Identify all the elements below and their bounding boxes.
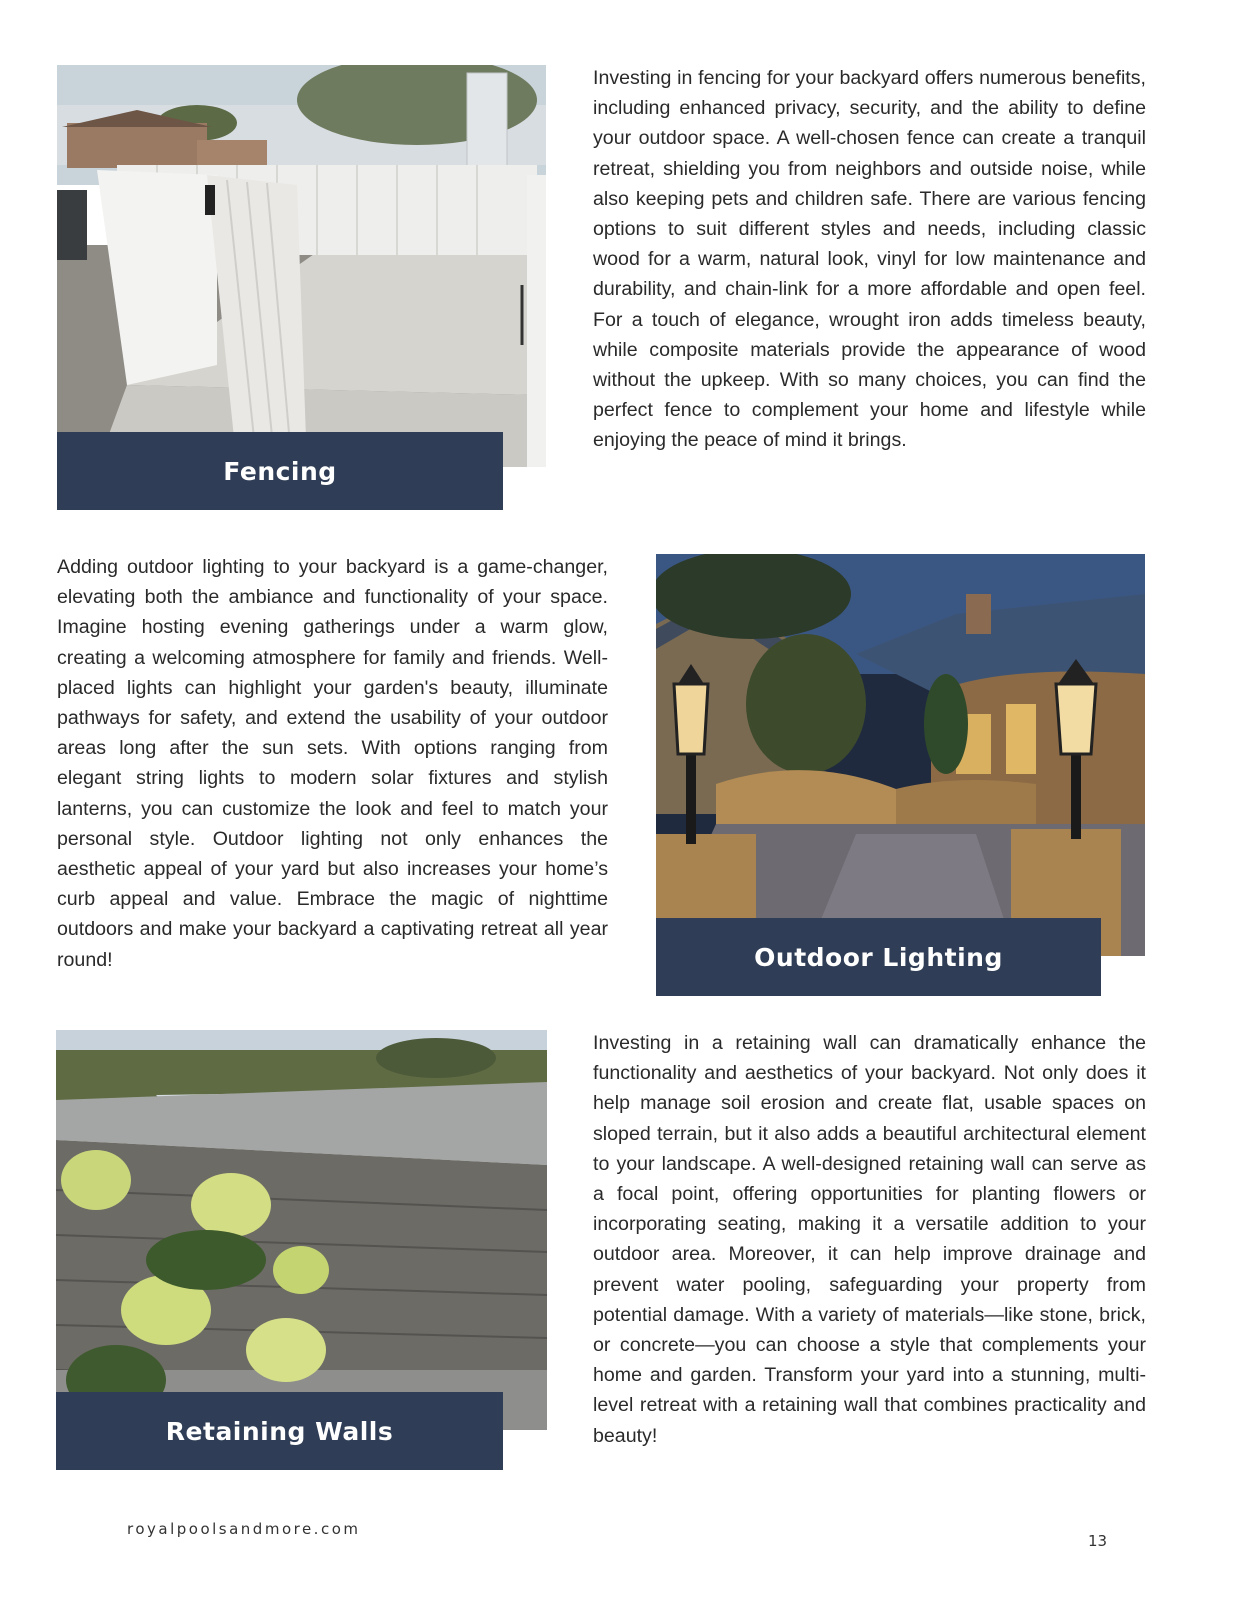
fencing-body-text: Investing in fencing for your backyard offers numerous benefits, including enhanced privacy, security, and the ability to define your outdoor space. A well-chosen fence can create a tranquil retreat, shielding you from neighbors and outside noise, while also keeping pets and children safe. There are various fencing options to suit different styles and needs, including classic wood for a warm, natural look, vinyl for low maintenance and durability, and chain-link for a more affordable and open feel. For a touch of elegance, wrought iron adds timeless beauty, while composite materials provide the appearance of wood without the upkeep. With so many choices, you can find the perfect fence to complement your home and lifestyle while enjoying the peace of mind it brings. [593, 67, 1146, 452]
page-number: 13 [1088, 1532, 1108, 1550]
retaining-walls-caption [56, 1392, 503, 1470]
outdoor-lighting-photo [656, 554, 1145, 956]
retaining-walls-photo [56, 1030, 547, 1430]
fencing-title: Fencing [223, 456, 337, 486]
retaining-walls-title: Retaining Walls [165, 1416, 394, 1446]
fencing-photo [57, 65, 546, 467]
footer-website-url[interactable]: royalpoolsandmore.com [127, 1520, 361, 1538]
fencing-caption [57, 432, 503, 510]
retaining-walls-body-text: Investing in a retaining wall can dramatically enhance the functionality and aesthetics of your backyard. Not only does it help manage soil erosion and create flat, usable spaces on sloped terrain, but it also adds a beautiful architectural element to your landscape. A well-designed retaining wall can serve as a focal point, offering opportunities for planting flowers or incorporating seating, making it a versatile addition to your outdoor area. Moreover, it can help improve drainage and prevent water pooling, safeguarding your property from potential damage. With a variety of materials—like stone, brick, or concrete—you can choose a style that complements your home and garden. Transform your yard into a stunning, multi-level retreat with a retaining wall that combines practicality and beauty! [593, 1032, 1146, 1447]
lighting-body-text: Adding outdoor lighting to your backyard is a game-changer, elevating both the ambiance and functionality of your space. Imagine hosting evening gatherings under a warm glow, creating a welcoming atmosphere for family and friends. Well-placed lights can highlight your garden's beauty, illuminate pathways for safety, and extend the usability of your outdoor areas long after the sun sets. With options ranging from elegant string lights to modern solar fixtures and stylish lanterns, you can customize the look and feel to match your personal style. Outdoor lighting not only enhances the aesthetic appeal of your yard but also increases your home’s curb appeal and value. Embrace the magic of nighttime outdoors and make your backyard a captivating retreat all year round! [57, 556, 608, 971]
outdoor-lighting-title: Outdoor Lighting [754, 942, 1003, 972]
outdoor-lighting-caption [656, 918, 1101, 996]
